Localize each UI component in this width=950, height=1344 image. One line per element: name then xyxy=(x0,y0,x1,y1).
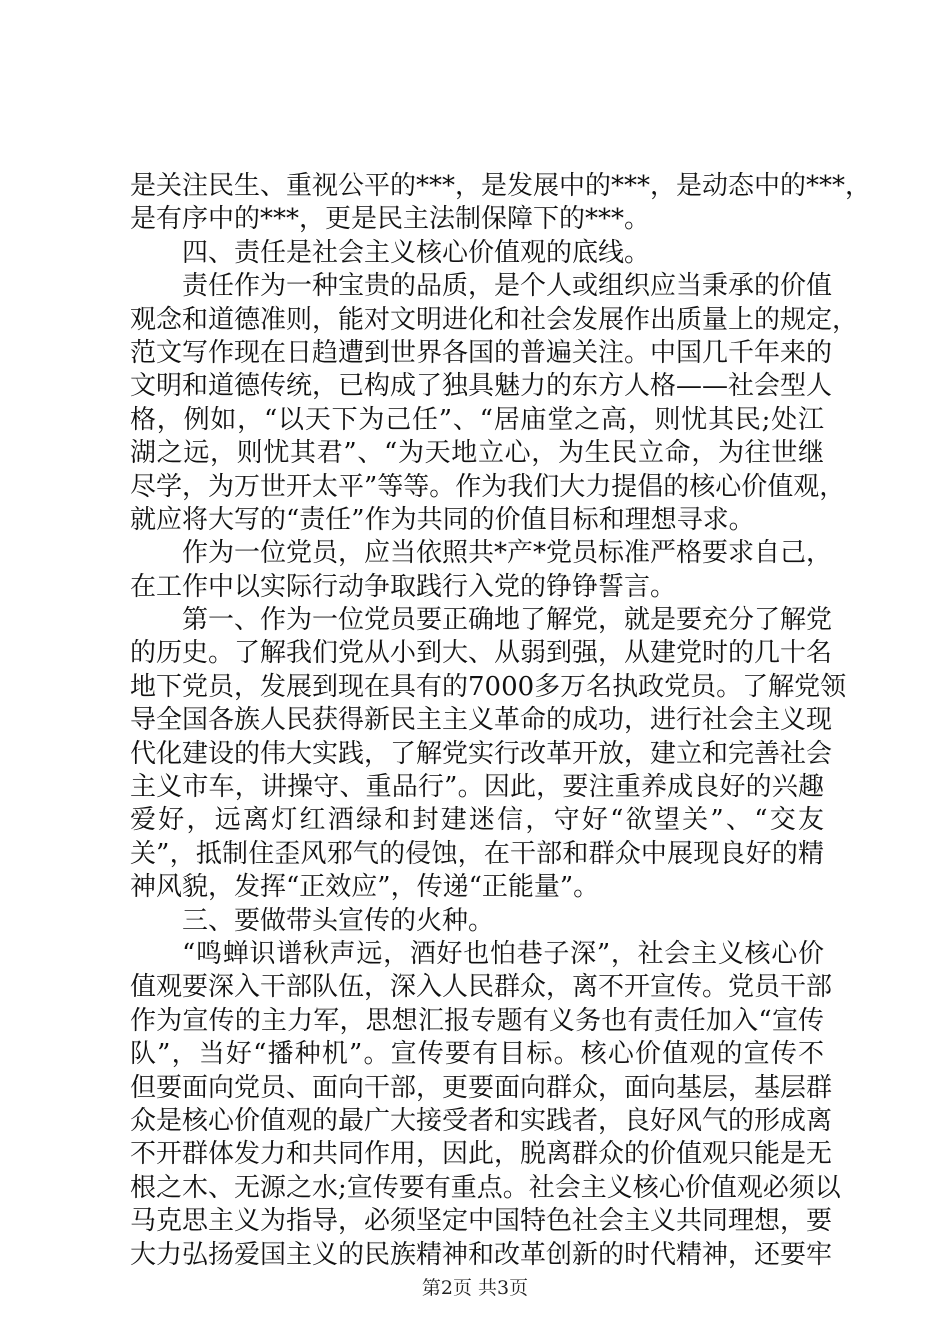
text-line: 是有序中的***，更是民主法制保障下的***。 xyxy=(130,204,651,235)
text-line: 导全国各族人民获得新民主主义革命的成功，进行社会主义现 xyxy=(130,705,833,736)
page-footer: 第2页 共3页 xyxy=(421,1277,529,1299)
text-line: 四、责任是社会主义核心价值观的底线。 xyxy=(182,237,651,268)
text-line: 观念和道德准则，能对文明进化和社会发展作出质量上的规定， xyxy=(130,304,859,335)
text-line: 根之木、无源之水;宣传要有重点。社会主义核心价值观必须以 xyxy=(130,1172,841,1203)
text-line: 爱好，远离灯红酒绿和封建迷信，守好“欲望关”、“交友 xyxy=(130,805,824,836)
text-line: 作为宣传的主力军，思想汇报专题有义务也有责任加入“宣传 xyxy=(130,1005,824,1036)
text-line: 责任作为一种宝贵的品质，是个人或组织应当秉承的价值 xyxy=(182,271,833,302)
text-line: 不开群体发力和共同作用，因此，脱离群众的价值观只能是无 xyxy=(130,1139,833,1170)
text-line: 神风貌，发挥“正效应”，传递“正能量”。 xyxy=(130,872,600,903)
text-line: 的历史。了解我们党从小到大、从弱到强，从建党时的几十名 xyxy=(130,638,833,669)
text-line: 第一、作为一位党员要正确地了解党，就是要充分了解党 xyxy=(182,605,833,636)
text-line: 三、要做带头宣传的火种。 xyxy=(182,905,495,936)
text-line: 湖之远，则忧其君”、“为天地立心，为生民立命，为往世继 xyxy=(130,438,824,469)
text-line: 大力弘扬爱国主义的民族精神和改革创新的时代精神，还要牢 xyxy=(130,1239,833,1270)
text-line: 众是核心价值观的最广大接受者和实践者，良好风气的形成离 xyxy=(130,1105,833,1136)
text-line: 马克思主义为指导，必须坚定中国特色社会主义共同理想，要 xyxy=(130,1206,833,1237)
text-line: 队”，当好“播种机”。宣传要有目标。核心价值观的宣传不 xyxy=(130,1039,824,1070)
text-line: 就应将大写的“责任”作为共同的价值目标和理想寻求。 xyxy=(130,504,755,535)
text-line: 作为一位党员，应当依照共*产*党员标准严格要求自己， xyxy=(182,538,833,569)
text-line: 关”，抵制住歪风邪气的侵蚀，在干部和群众中展现良好的精 xyxy=(130,838,824,869)
text-line: 主义市车，讲操守、重品行”。因此，要注重养成良好的兴趣 xyxy=(130,772,824,803)
document-body xyxy=(130,170,872,1272)
text-line: 代化建设的伟大实践，了解党实行改革开放，建立和完善社会 xyxy=(130,738,833,769)
text-line: 尽学，为万世开太平”等等。作为我们大力提倡的核心价值观， xyxy=(130,471,846,502)
text-line: 值观要深入干部队伍，深入人民群众，离不开宣传。党员干部 xyxy=(130,972,833,1003)
text-line: 在工作中以实际行动争取践行入党的铮铮誓言。 xyxy=(130,571,677,602)
text-line: 地下党员，发展到现在具有的7000多万名执政党员。了解党领 xyxy=(130,671,847,702)
text-line: 但要面向党员、面向干部，更要面向群众，面向基层，基层群 xyxy=(130,1072,833,1103)
text-line: 格，例如，“以天下为己任”、“居庙堂之高，则忧其民;处江 xyxy=(130,404,824,435)
text-line: “鸣蝉识谱秋声远，酒好也怕巷子深”，社会主义核心价 xyxy=(182,938,824,969)
text-line: 文明和道德传统，已构成了独具魅力的东方人格——社会型人 xyxy=(130,371,833,402)
text-line: 是关注民生、重视公平的***，是发展中的***，是动态中的***， xyxy=(130,171,872,201)
text-line: 范文写作现在日趋遭到世界各国的普遍关注。中国几千年来的 xyxy=(130,337,833,368)
